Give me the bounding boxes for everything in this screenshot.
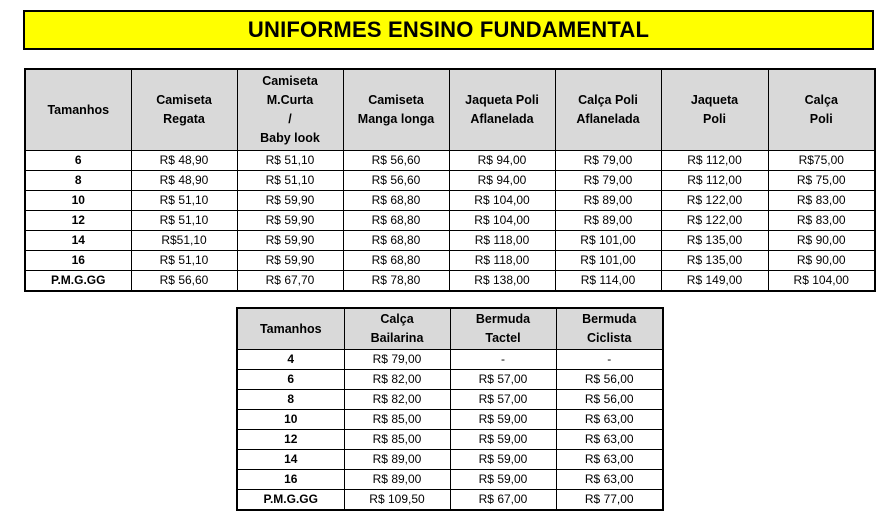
price-table-secondary [236,307,664,511]
price-cell: R$ 59,90 [237,251,343,271]
price-cell: R$ 56,00 [556,390,663,410]
column-header [555,69,661,151]
price-cell: R$ 56,60 [343,151,449,171]
table-row [237,430,663,450]
column-header [450,308,556,350]
price-cell: R$ 68,80 [343,231,449,251]
table-row [25,231,875,251]
price-table-main [24,68,876,292]
price-cell: R$ 101,00 [555,231,661,251]
price-cell: R$ 59,00 [450,450,556,470]
price-cell: R$ 122,00 [661,191,768,211]
price-cell: R$ 78,80 [343,271,449,292]
table-row [25,211,875,231]
table-row [237,470,663,490]
size-cell: 12 [237,430,344,450]
column-header-line: Calça Poli [578,93,638,107]
table-row [237,490,663,511]
price-cell: R$ 77,00 [556,490,663,511]
price-cell: R$ 79,00 [555,171,661,191]
column-header-line: Tactel [485,331,521,345]
price-cell: R$51,10 [131,231,237,251]
table-row [25,151,875,171]
price-cell: R$ 79,00 [344,350,450,370]
price-cell: R$ 56,60 [343,171,449,191]
size-cell: 6 [25,151,131,171]
column-header-line: Tamanhos [47,102,110,117]
size-cell: 14 [25,231,131,251]
size-cell: 16 [237,470,344,490]
price-cell: R$ 57,00 [450,390,556,410]
price-cell: R$ 112,00 [661,171,768,191]
column-header [556,308,663,350]
size-cell: 6 [237,370,344,390]
page-title [23,10,874,50]
price-cell: R$ 48,90 [131,171,237,191]
column-header-line: Regata [163,112,205,126]
table-header-row [25,69,875,151]
price-cell: R$ 94,00 [449,151,555,171]
price-cell: R$ 56,60 [131,271,237,292]
column-header-line: Bermuda [582,312,637,326]
column-header-line: Jaqueta [690,93,739,107]
size-cell: 10 [25,191,131,211]
price-cell: R$ 63,00 [556,430,663,450]
table-row [237,350,663,370]
price-cell: R$ 59,00 [450,470,556,490]
price-cell: R$ 138,00 [449,271,555,292]
price-cell: R$ 59,90 [237,231,343,251]
price-cell: R$ 63,00 [556,470,663,490]
price-cell: R$ 104,00 [449,211,555,231]
table-row [237,450,663,470]
size-cell: 8 [25,171,131,191]
column-header [344,308,450,350]
price-cell: R$ 122,00 [661,211,768,231]
price-cell: R$ 59,00 [450,410,556,430]
column-header [131,69,237,151]
price-cell: R$ 51,10 [237,151,343,171]
price-cell: R$ 104,00 [768,271,875,292]
price-cell: R$ 63,00 [556,410,663,430]
column-header-line: Aflanelada [576,112,640,126]
price-cell: R$ 63,00 [556,450,663,470]
price-cell: R$ 82,00 [344,390,450,410]
column-header-line: Camiseta [262,74,318,88]
column-header [449,69,555,151]
table-row [237,390,663,410]
price-cell: R$ 68,80 [343,211,449,231]
column-header-line: Aflanelada [470,112,534,126]
size-cell: 4 [237,350,344,370]
price-cell: R$ 135,00 [661,231,768,251]
table-row [237,370,663,390]
price-cell: R$ 82,00 [344,370,450,390]
price-cell: R$ 75,00 [768,171,875,191]
price-cell: R$ 59,90 [237,211,343,231]
column-header [661,69,768,151]
price-cell: R$ 135,00 [661,251,768,271]
column-header [237,69,343,151]
price-cell: R$ 79,00 [555,151,661,171]
price-cell: R$ 114,00 [555,271,661,292]
price-cell: R$ 89,00 [555,191,661,211]
price-cell: R$ 51,10 [131,251,237,271]
price-cell: R$ 89,00 [344,450,450,470]
price-cell: R$ 83,00 [768,211,875,231]
column-header-line: Jaqueta Poli [465,93,539,107]
column-header-line: / [288,112,292,126]
column-header-line: Calça [380,312,414,326]
column-header-line: Camiseta [156,93,212,107]
price-cell: R$ 51,10 [237,171,343,191]
column-header-line: Poli [809,112,833,126]
column-header [343,69,449,151]
price-cell: R$ 48,90 [131,151,237,171]
price-cell: R$ 51,10 [131,211,237,231]
column-header-line: Poli [703,112,726,126]
price-cell: R$ 104,00 [449,191,555,211]
price-cell: R$ 56,00 [556,370,663,390]
price-cell: R$ 101,00 [555,251,661,271]
column-header-line: Bermuda [475,312,531,326]
price-cell: R$ 90,00 [768,251,875,271]
column-header-line: Tamanhos [259,321,322,336]
size-cell: 16 [25,251,131,271]
column-header-line: Baby look [260,131,320,145]
price-cell: R$ 118,00 [449,251,555,271]
price-cell: R$ 59,00 [450,430,556,450]
size-cell: 8 [237,390,344,410]
column-header-line: Bailarina [370,331,424,345]
price-cell: R$ 89,00 [555,211,661,231]
size-cell: 10 [237,410,344,430]
size-cell: P.M.G.GG [25,271,131,292]
price-cell: R$ 112,00 [661,151,768,171]
size-cell: 12 [25,211,131,231]
page-title-text: UNIFORMES ENSINO FUNDAMENTAL [247,17,650,42]
size-cell: P.M.G.GG [237,490,344,511]
price-cell: R$ 67,00 [450,490,556,511]
price-cell: - [450,350,556,370]
table-header-row [237,308,663,350]
price-cell: R$ 68,80 [343,251,449,271]
price-cell: R$ 85,00 [344,410,450,430]
table-row [25,191,875,211]
price-cell: R$ 68,80 [343,191,449,211]
column-header-line: Manga longa [357,112,435,126]
table-row [25,171,875,191]
column-header-line: Calça [804,93,838,107]
column-header [25,69,131,151]
price-cell: R$ 83,00 [768,191,875,211]
price-cell: R$ 149,00 [661,271,768,292]
column-header-line: Camiseta [368,93,424,107]
price-cell: R$ 109,50 [344,490,450,511]
column-header-line: M.Curta [266,93,314,107]
price-cell: R$ 89,00 [344,470,450,490]
table-row [237,410,663,430]
price-cell: R$ 51,10 [131,191,237,211]
price-cell: R$ 59,90 [237,191,343,211]
price-cell: R$ 85,00 [344,430,450,450]
column-header-line: Ciclista [587,331,632,345]
price-cell: R$ 118,00 [449,231,555,251]
table-row [25,251,875,271]
price-cell: R$ 90,00 [768,231,875,251]
price-cell: R$ 67,70 [237,271,343,292]
column-header [237,308,344,350]
price-cell: R$ 94,00 [449,171,555,191]
size-cell: 14 [237,450,344,470]
price-cell: - [556,350,663,370]
price-cell: R$ 57,00 [450,370,556,390]
price-cell: R$75,00 [768,151,875,171]
table-row [25,271,875,292]
column-header [768,69,875,151]
